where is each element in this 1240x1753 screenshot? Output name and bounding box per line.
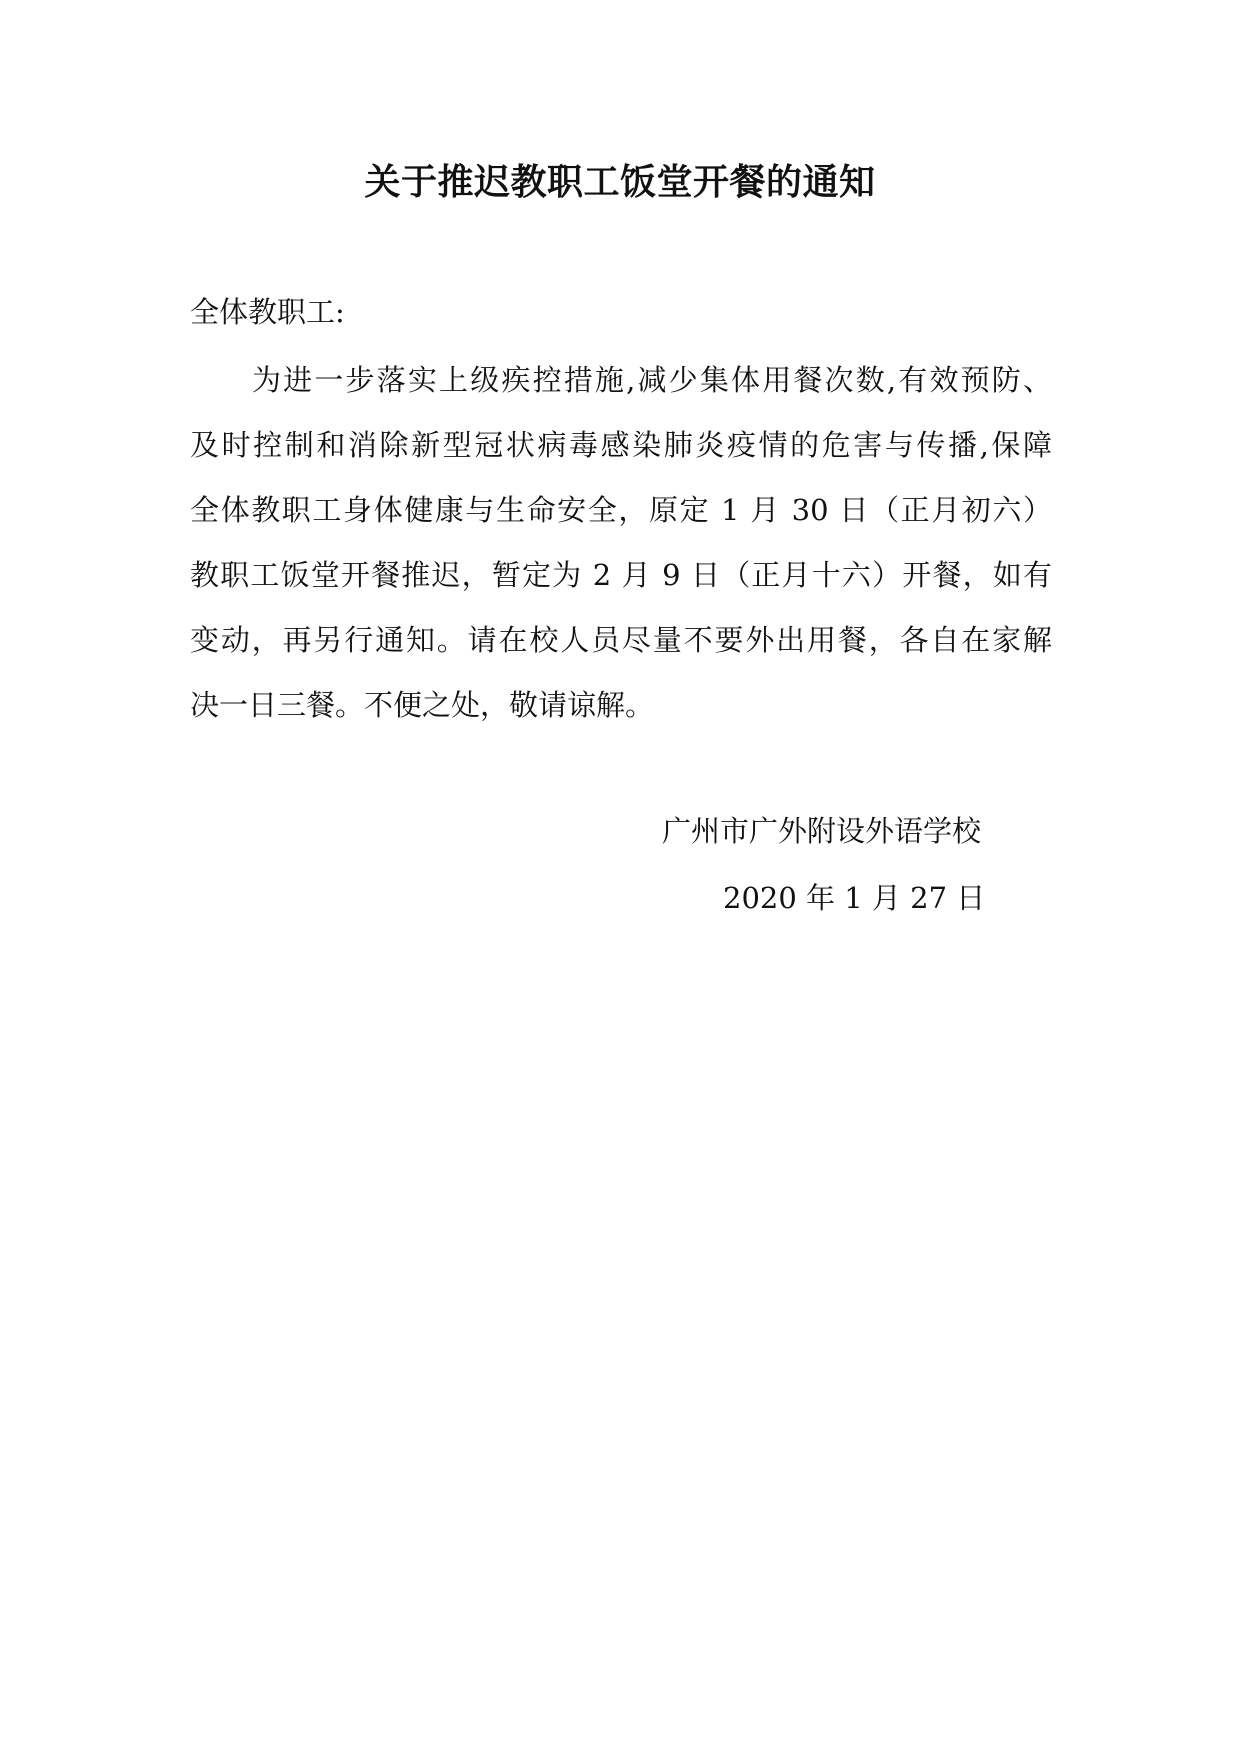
body-line-2: 及时控制和消除新型冠状病毒感染肺炎疫情的危害与传播,保障	[190, 428, 1052, 462]
issuer-signature: 广州市广外附设外语学校	[662, 814, 982, 848]
notice-date: 2020 年 1 月 27 日	[723, 881, 986, 915]
body-line-5: 变动，再另行通知。请在校人员尽量不要外出用餐，各自在家解	[190, 623, 1052, 657]
body-line-1: 为进一步落实上级疾控措施,减少集体用餐次数,有效预防、	[252, 363, 1052, 397]
salutation: 全体教职工:	[190, 295, 345, 329]
body-line-6: 决一日三餐。不便之处，敬请谅解。	[190, 688, 655, 722]
notice-title: 关于推迟教职工饭堂开餐的通知	[364, 161, 876, 203]
body-line-3: 全体教职工身体健康与生命安全，原定 1 月 30 日（正月初六）	[190, 493, 1052, 527]
body-line-4: 教职工饭堂开餐推迟，暂定为 2 月 9 日（正月十六）开餐，如有	[190, 558, 1052, 592]
